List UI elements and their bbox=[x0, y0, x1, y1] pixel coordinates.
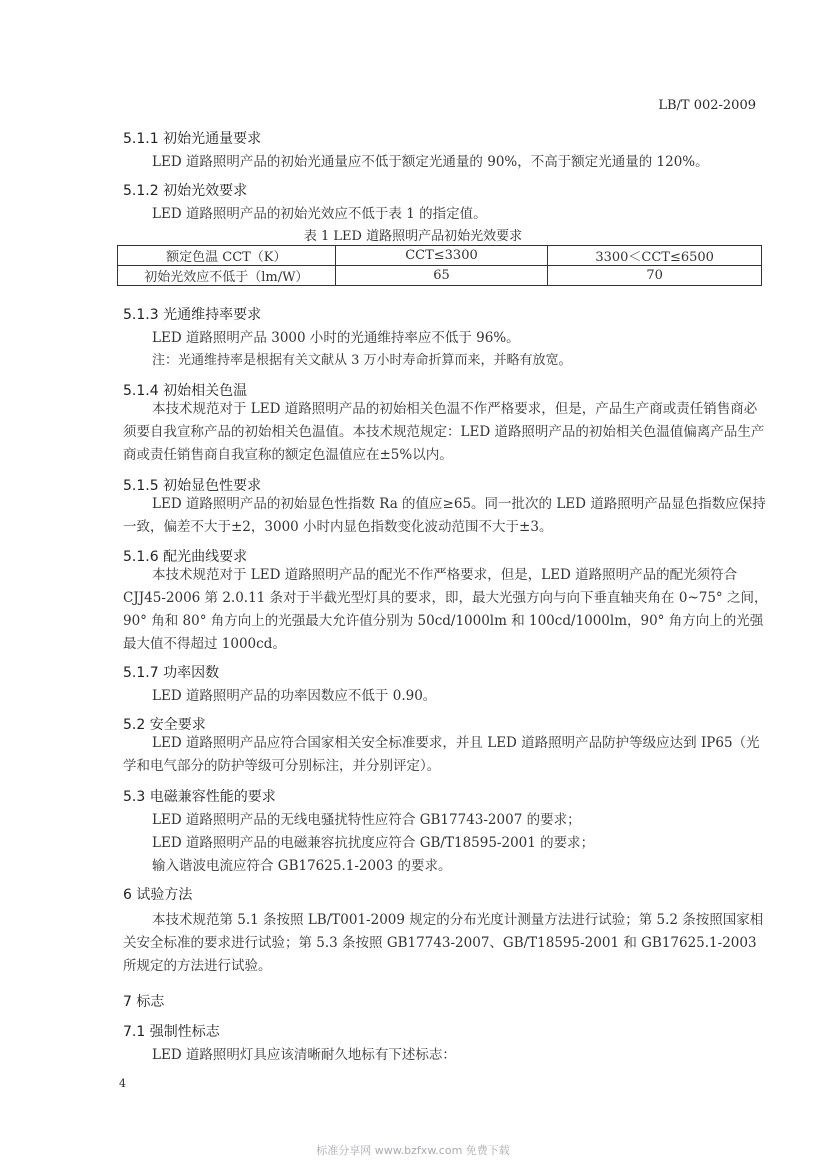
heading-5-1-3: 5.1.3 光通维持率要求 bbox=[123, 307, 262, 323]
paragraph-5-1-7: LED 道路照明产品的功率因数应不低于 0.90。 bbox=[152, 688, 437, 704]
heading-5-1-1: 5.1.1 初始光通量要求 bbox=[123, 131, 262, 147]
list-item: LED 道路照明产品的电磁兼容抗扰度应符合 GB/T18595-2001 的要求； bbox=[152, 835, 595, 851]
table-cell: 70 bbox=[548, 266, 762, 286]
heading-7: 7 标志 bbox=[123, 994, 165, 1010]
heading-7-1: 7.1 强制性标志 bbox=[123, 1024, 220, 1040]
table-cell: 额定色温 CCT（K） bbox=[118, 246, 336, 266]
paragraph-5-1-6: 本技术规范对于 LED 道路照明产品的配光不作严格要求，但是，LED 道路照明产品的配光须符合 CJJ45-2006 第 2.0.11 条对于半截光型灯具的要求，即，最大光强方向与向下垂直轴夹角在 0~75° 之间，90° 角和 80° 角方向上的光强最大允许值分别为 50cd/1000lm 和 100cd/1000lm，90° 角方向上的光强最大值不得超过 1000cd。 bbox=[123, 567, 768, 652]
heading-5-1-7: 5.1.7 功率因数 bbox=[123, 665, 220, 681]
table-cell: 初始光效应不低于（lm/W） bbox=[118, 266, 336, 286]
paragraph-5-1-4: 本技术规范对于 LED 道路照明产品的初始相关色温不作严格要求，但是，产品生产商或责任销售商必须要自我宣称产品的初始相关色温值。本技术规范规定：LED 道路照明产品的初始相关色温值偏离产品生产商或责任销售商自我宣称的额定色温值应在±5%以内。 bbox=[123, 401, 765, 463]
heading-5-3: 5.3 电磁兼容性能的要求 bbox=[123, 789, 276, 805]
heading-5-1-2: 5.1.2 初始光效要求 bbox=[123, 183, 248, 199]
heading-6: 6 试验方法 bbox=[123, 887, 193, 903]
table-row bbox=[118, 266, 762, 286]
paragraph-7-1: LED 道路照明灯具应该清晰耐久地标有下述标志： bbox=[152, 1047, 456, 1063]
paragraph-5-2: LED 道路照明产品应符合国家相关安全标准要求，并且 LED 道路照明产品防护等级应达到 IP65（光学和电气部分的防护等级可分别标注，并分别评定）。 bbox=[123, 735, 760, 774]
heading-5-2: 5.2 安全要求 bbox=[123, 717, 206, 733]
heading-5-1-6: 5.1.6 配光曲线要求 bbox=[123, 549, 248, 565]
page-number: 4 bbox=[119, 1077, 126, 1090]
paragraph-6: 本技术规范第 5.1 条按照 LB/T001-2009 规定的分布光度计测量方法进行试验；第 5.2 条按照国家相关安全标准的要求进行试验；第 5.3 条按照 GB17743-2007、GB/T18595-2001 和 GB17625.1-2003 所规定的方法进行试验。 bbox=[123, 912, 764, 974]
table-initial-efficacy bbox=[117, 245, 762, 286]
paragraph-5-1-3: LED 道路照明产品 3000 小时的光通维持率应不低于 96%。 bbox=[152, 330, 520, 346]
list-item: LED 道路照明产品的无线电骚扰特性应符合 GB17743-2007 的要求； bbox=[152, 812, 581, 828]
paragraph-5-1-2: LED 道路照明产品的初始光效应不低于表 1 的指定值。 bbox=[152, 206, 487, 222]
heading-5-1-5: 5.1.5 初始显色性要求 bbox=[123, 478, 262, 494]
table-row bbox=[118, 246, 762, 266]
list-item: 输入谐波电流应符合 GB17625.1-2003 的要求。 bbox=[152, 858, 452, 874]
heading-5-1-4: 5.1.4 初始相关色温 bbox=[123, 383, 248, 399]
paragraph-5-1-5: LED 道路照明产品的初始显色性指数 Ra 的值应≥65。同一批次的 LED 道路照明产品显色指数应保持一致，偏差不大于±2，3000 小时内显色指数变化波动范围不大于±3。 bbox=[123, 496, 766, 535]
note-5-1-3: 注：光通维持率是根据有关文献从 3 万小时寿命折算而来，并略有放宽。 bbox=[152, 353, 572, 368]
table-cell: 3300＜CCT≤6500 bbox=[548, 246, 762, 266]
paragraph-5-1-1: LED 道路照明产品的初始光通量应不低于额定光通量的 90%，不高于额定光通量的 120%。 bbox=[152, 154, 709, 170]
table-cell: 65 bbox=[335, 266, 548, 286]
document-code: LB/T 002-2009 bbox=[658, 98, 756, 113]
table-cell: CCT≤3300 bbox=[335, 246, 548, 266]
footer-watermark: 标准分享网 www.bzfxw.com 免费下载 bbox=[316, 1144, 510, 1157]
table-caption: 表 1 LED 道路照明产品初始光效要求 bbox=[303, 229, 523, 244]
